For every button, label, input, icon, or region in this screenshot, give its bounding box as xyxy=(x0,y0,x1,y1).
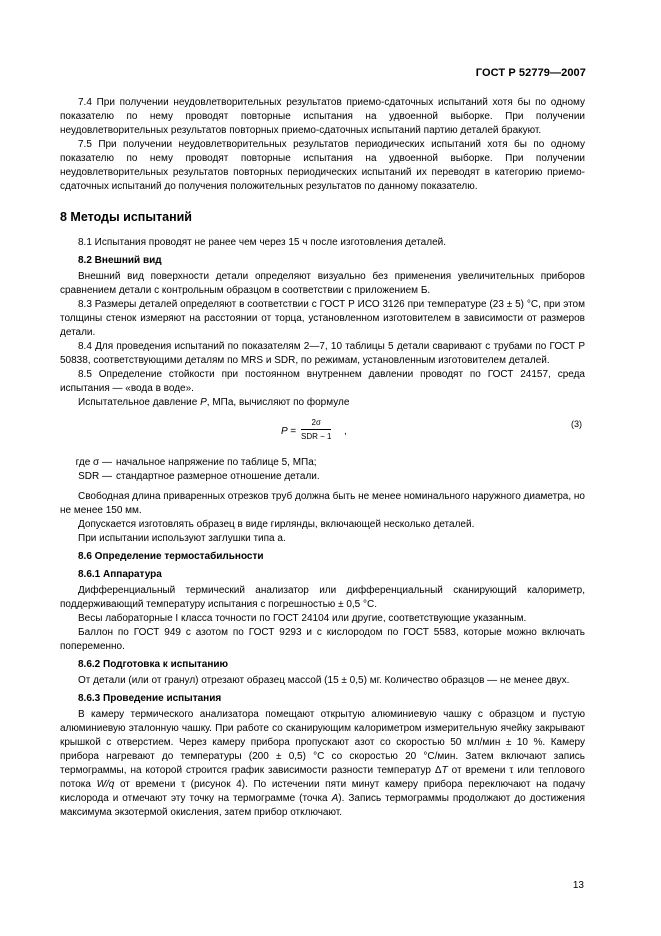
paragraph-8-5: 8.5 Определение стойкости при постоянном внутреннем давлении проводят по ГОСТ 24157, среда испытания — «вода в воде». xyxy=(60,369,585,394)
formula-lhs: P = xyxy=(281,426,296,437)
formula-3 xyxy=(60,414,585,452)
where-item xyxy=(60,470,585,484)
paragraph-8-6-3-part: В камеру термического анализатора помещают открытую алюминиевую чашку с образцом и пустую алюминиевую эталонную чашку. При работе со сканирующим калориметром измерительную ячейку закрывают крышкой с отверстием. Через камеру прибора пропускают азот со скоростью 50 мл/мин ± 10 %. Камеру прибора нагревают до температуры (200 ± 0,5) °С со скоростью 20 °С/мин. Затем включают запись термограммы, на которой строится график зависимости разности температур Δ xyxy=(60,709,585,776)
pressure-post: , МПа, вычисляют по формуле xyxy=(206,397,350,408)
where-item xyxy=(60,456,585,470)
document-header: ГОСТ Р 52779—2007 xyxy=(475,67,586,79)
paragraph-8-6-1-analyzer: Дифференциальный термический анализатор или дифференциальный сканирующий калориметр, поддерживающий температуру испытания с погрешностью ± 0,5 °С. xyxy=(60,585,585,610)
paragraph-8-4: 8.4 Для проведения испытаний по показателям 2—7, 10 таблицы 5 детали сваривают с трубами по ГОСТ Р 50838, соответствующими деталям по MRS и SDR, по режимам, установленным изготовителем деталей. xyxy=(60,341,585,366)
italic-var-Wq: W/q xyxy=(96,779,115,790)
paragraph-free-length: Свободная длина приваренных отрезков труб должна быть не менее номинального наружного диаметра, но не менее 150 мм. xyxy=(60,491,585,516)
where-text: стандартное размерное отношение детали. xyxy=(116,471,320,482)
section-heading: 8 Методы испытаний xyxy=(60,210,192,224)
paragraph-8-6-2: От детали (или от гранул) отрезают образец массой (15 ± 0,5) мг. Количество образцов — не менее двух. xyxy=(78,675,570,686)
paragraph-7-5: 7.5 При получении неудовлетворительных результатов периодических испытаний хотя бы по одному показателю по нему проводят повторные испытания на удвоенной выборке. При получении неудовлетворительных результатов повторных периодических испытаний их переводят в категорию приемо-сдаточных испытаний до получения положительных результатов по данному показателю. xyxy=(60,139,585,192)
formula-comma: , xyxy=(344,426,347,437)
italic-var-A: A xyxy=(331,793,339,804)
paragraph-8-6-3-part: от времени τ (рисунок 4). По истечении пяти минут камеру прибора переключают на подачу кислорода и отмечают эту точку на термограмме (точка xyxy=(60,779,585,804)
subsection-heading-8-6-2: 8.6.2 Подготовка к испытанию xyxy=(78,659,229,670)
paragraph-8-3: 8.3 Размеры деталей определяют в соответствии с ГОСТ Р ИСО 3126 при температуре (23 ± 5) °С, при этом толщины стенок измеряют на расстоянии от торца, установленном изготовителем в зависимости от размеров детали. xyxy=(60,299,585,338)
paragraph-8-6-1-scales: Весы лабораторные I класса точности по ГОСТ 24104 или другие, соответствующие указанным. xyxy=(78,613,527,624)
pressure-var: P xyxy=(200,397,207,408)
subsection-heading-8-6-1: 8.6.1 Аппаратура xyxy=(78,569,162,580)
formula-denominator: SDR − 1 xyxy=(301,432,332,441)
italic-var-T: T xyxy=(441,765,448,776)
subsection-heading-8-2: 8.2 Внешний вид xyxy=(78,255,162,266)
subsection-heading-8-6: 8.6 Определение термостабильности xyxy=(78,551,264,562)
where-text: начальное напряжение по таблице 5, МПа; xyxy=(116,457,317,468)
formula-fraction xyxy=(301,417,331,442)
page-number: 13 xyxy=(572,880,584,891)
paragraph-garland: Допускается изготовлять образец в виде гирлянды, включающей несколько деталей. xyxy=(78,519,475,530)
paragraph-8-2: Внешний вид поверхности детали определяют визуально без применения увеличительных приборов сравнением детали с контрольным образцом в соответствии с приложением Б. xyxy=(60,271,585,296)
pressure-pre: Испытательное давление xyxy=(78,397,201,408)
formula-numerator: 2σ xyxy=(301,417,331,430)
paragraph-8-6-3-part: от времени τ или теплового потока xyxy=(60,765,585,790)
paragraph-8-1: 8.1 Испытания проводят не ранее чем через 15 ч после изготовления деталей. xyxy=(78,237,447,248)
paragraph-8-6-3 xyxy=(60,708,585,820)
paragraph-8-6-1-cylinder: Баллон по ГОСТ 949 с азотом по ГОСТ 9293 и с кислородом по ГОСТ 5583, которые можно включать попеременно. xyxy=(60,627,585,652)
paragraph-pressure xyxy=(60,396,585,410)
paragraph-8-6-3-part: ). Запись термограммы продолжают до достижения максимума экзотермой окисления, затем прибор отключают. xyxy=(60,793,585,818)
paragraph-plugs: При испытании используют заглушки типа а. xyxy=(78,533,286,544)
page-content xyxy=(60,96,585,820)
where-symbol: где σ — xyxy=(75,457,112,468)
equation-number: (3) xyxy=(571,419,582,429)
where-symbol: SDR — xyxy=(78,471,112,482)
paragraph-7-4: 7.4 При получении неудовлетворительных результатов приемо-сдаточных испытаний хотя бы по одному показателю по нему проводят повторные испытания на удвоенной выборке. При получении неудовлетворительных результатов повторных приемо-сдаточных испытаний партию деталей бракуют. xyxy=(60,97,585,136)
subsection-heading-8-6-3: 8.6.3 Проведение испытания xyxy=(78,693,222,704)
